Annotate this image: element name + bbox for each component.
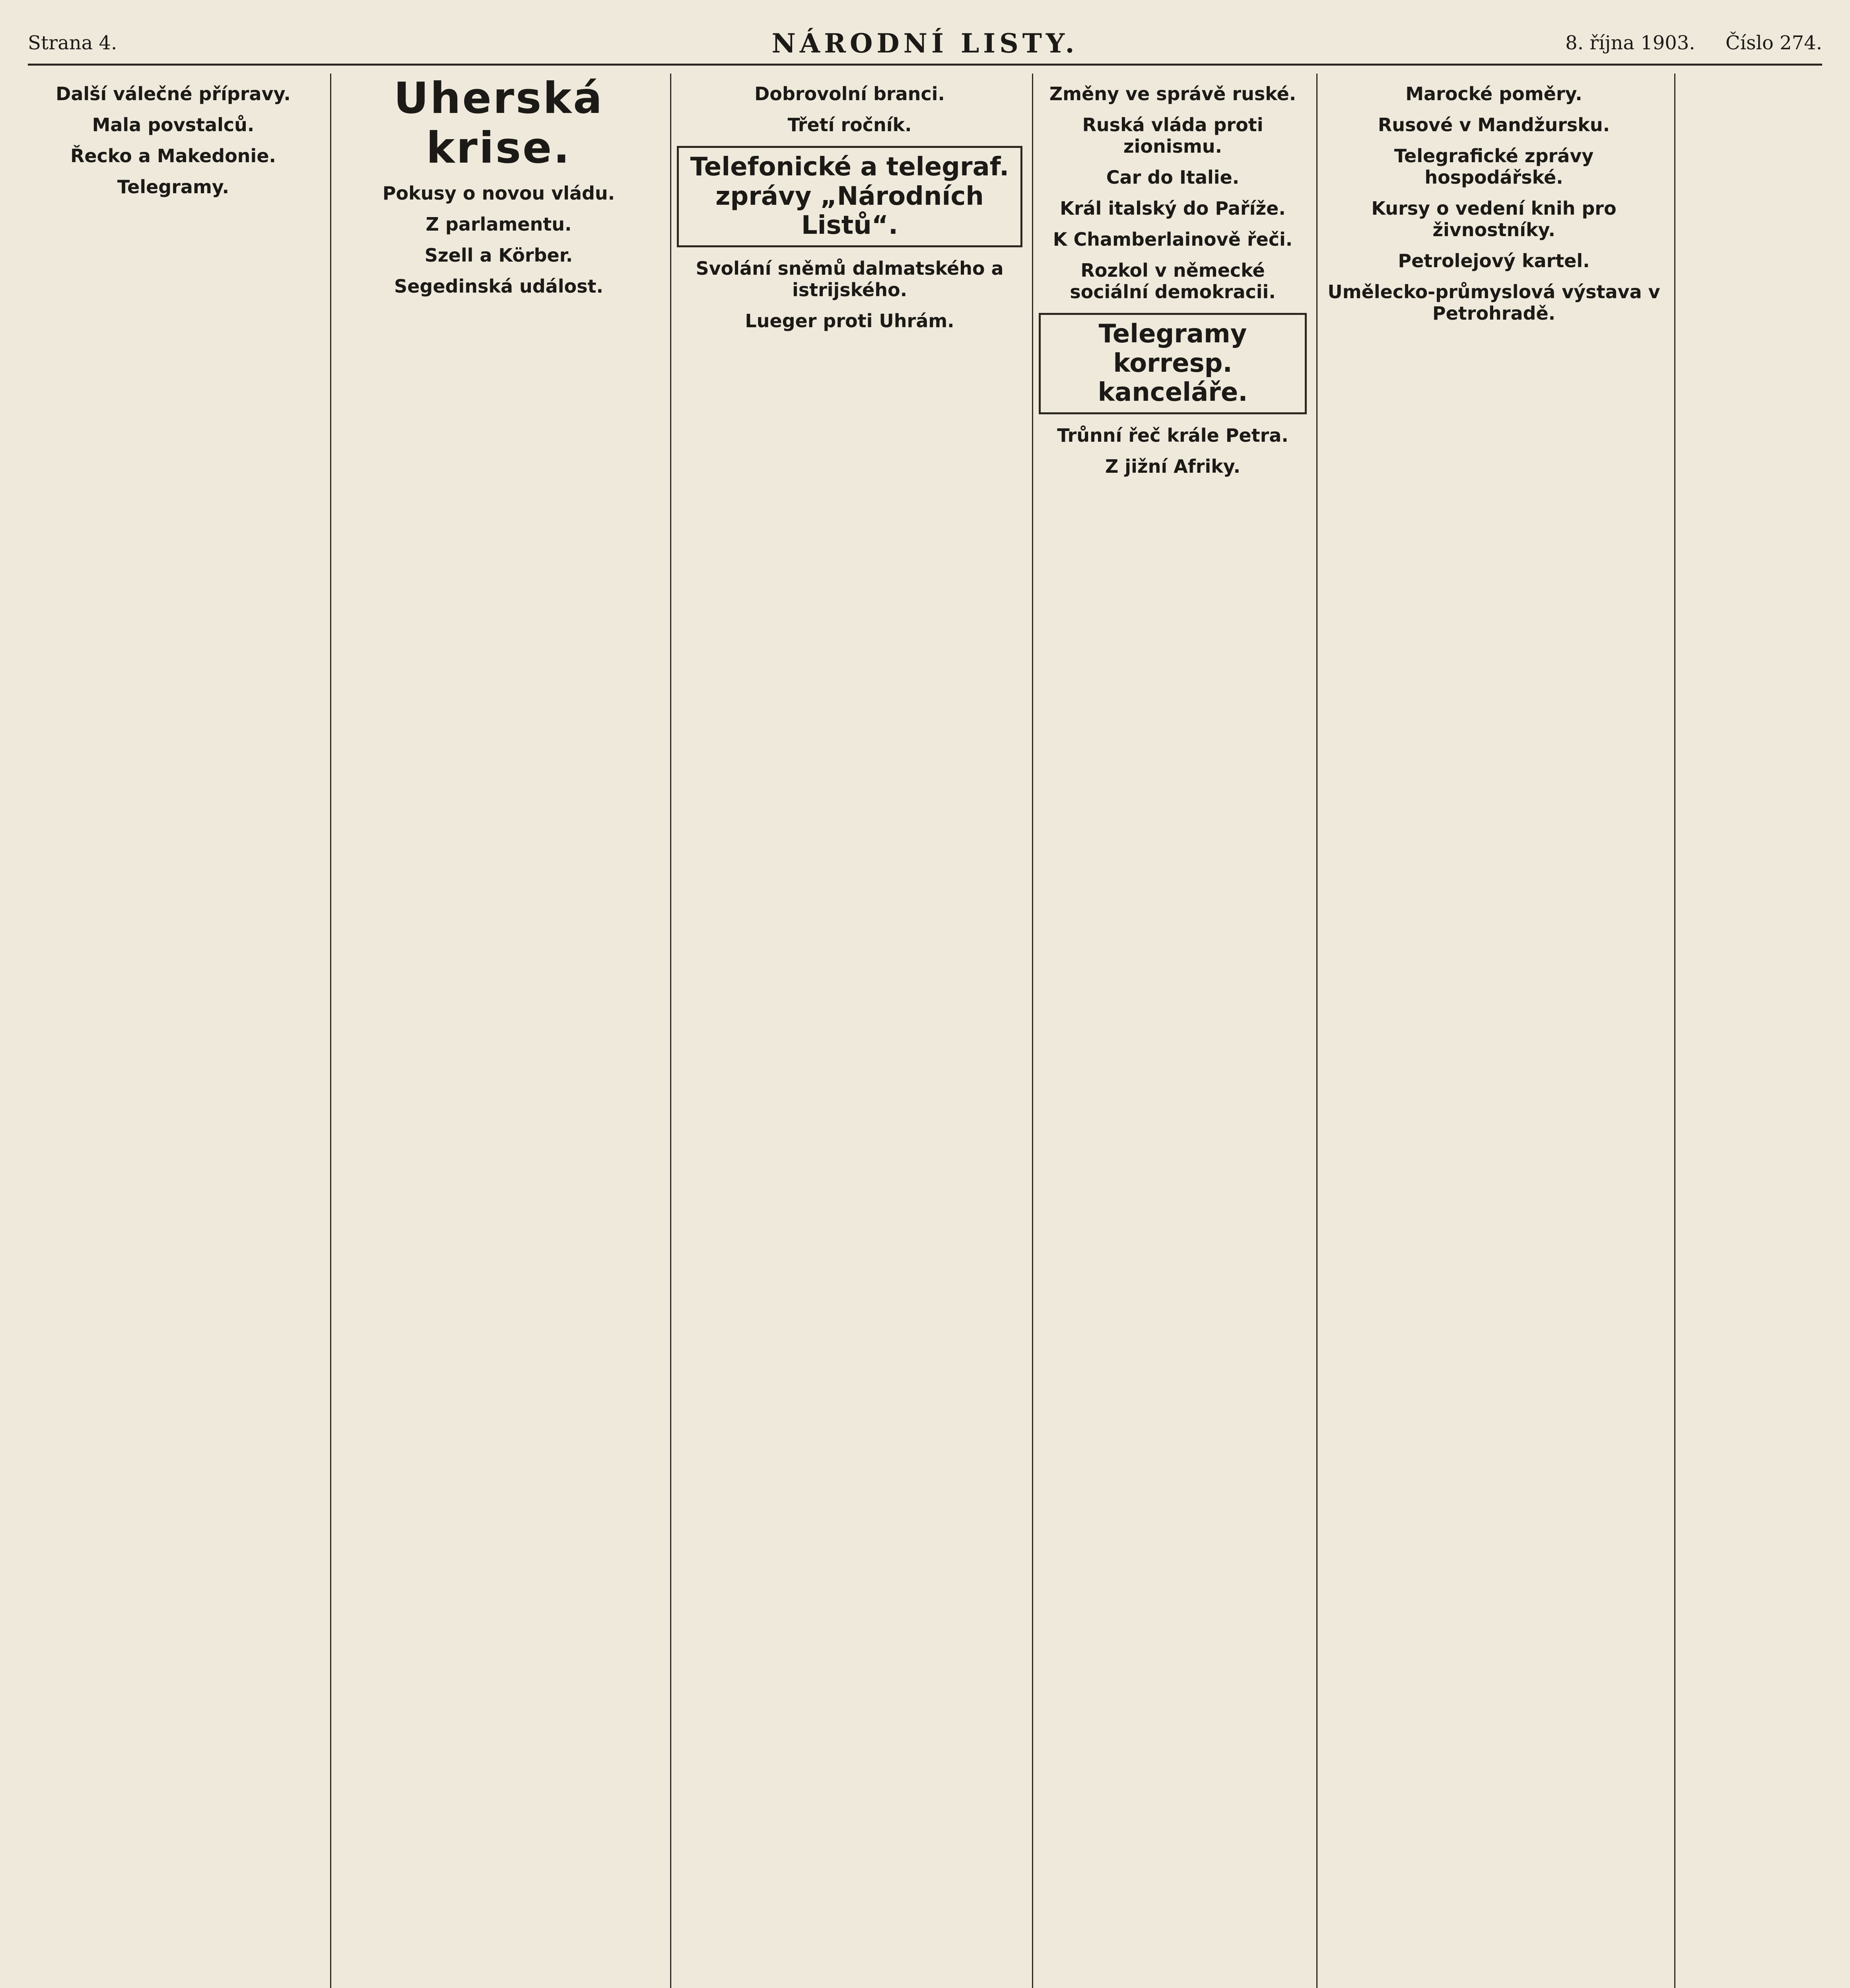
section-heading: Rozkol v německé sociální demokracii. [1070, 260, 1276, 303]
section-heading: Svolání sněmů dalmatského a istrijského. [696, 257, 1004, 301]
section-heading: K Chamberlainově řeči. [1053, 229, 1293, 250]
column-1 [28, 74, 324, 1988]
column-3 [670, 74, 1028, 1988]
section-heading: Pokusy o novou vládu. [382, 182, 615, 204]
column-6 [1674, 74, 1822, 1988]
section-heading: Car do Italie. [1106, 167, 1240, 188]
page-number: Strana 4. [28, 32, 117, 54]
section-heading: Marocké poměry. [1405, 83, 1582, 105]
issue-date [1565, 32, 1822, 54]
date: 8. října 1903. [1565, 32, 1695, 54]
masthead [28, 28, 1822, 66]
issue-number: Číslo 274. [1725, 32, 1822, 54]
section-heading: Kursy o vedení knih pro živnostníky. [1371, 198, 1617, 241]
section-heading: Změny ve správě ruské. [1049, 83, 1296, 105]
section-heading: Ruská vláda proti zionismu. [1082, 114, 1263, 157]
section-heading: Lueger proti Uhrám. [745, 310, 954, 332]
section-heading: Szell a Körber. [424, 245, 573, 266]
section-heading: Umělecko-průmyslová výstava v Petrohradě. [1327, 281, 1660, 324]
columns-container [28, 74, 1822, 1988]
section-heading: Z jižní Afriky. [1105, 455, 1241, 477]
section-heading: Z parlamentu. [426, 214, 572, 235]
section-heading: Král italský do Paříže. [1060, 198, 1286, 219]
newspaper-title: NÁRODNÍ LISTY. [771, 28, 1079, 59]
section-heading: Mala povstalců. [92, 114, 255, 136]
section-heading: Telegrafické zprávy hospodářské. [1394, 145, 1594, 188]
section-heading: Řecko a Makedonie. [70, 145, 276, 167]
boxed-heading: Telegramy korresp. kanceláře. [1039, 313, 1307, 414]
main-headline: Uherská krise. [393, 74, 604, 173]
section-heading: Třetí ročník. [787, 114, 912, 136]
column-4 [1032, 74, 1312, 1988]
section-heading: Trůnní řeč krále Petra. [1057, 424, 1288, 446]
section-heading: Petrolejový kartel. [1398, 250, 1590, 272]
section-heading: Rusové v Mandžursku. [1378, 114, 1610, 136]
section-heading: Další válečné přípravy. [56, 83, 291, 105]
section-heading: Segedinská událost. [394, 276, 603, 297]
column-2 [330, 74, 666, 1988]
section-heading: Dobrovolní branci. [754, 83, 945, 105]
section-heading: Telegramy. [117, 176, 229, 198]
column-5 [1316, 74, 1670, 1988]
boxed-heading: Telefonické a telegraf. zprávy „Národních Listů“. [677, 146, 1022, 247]
